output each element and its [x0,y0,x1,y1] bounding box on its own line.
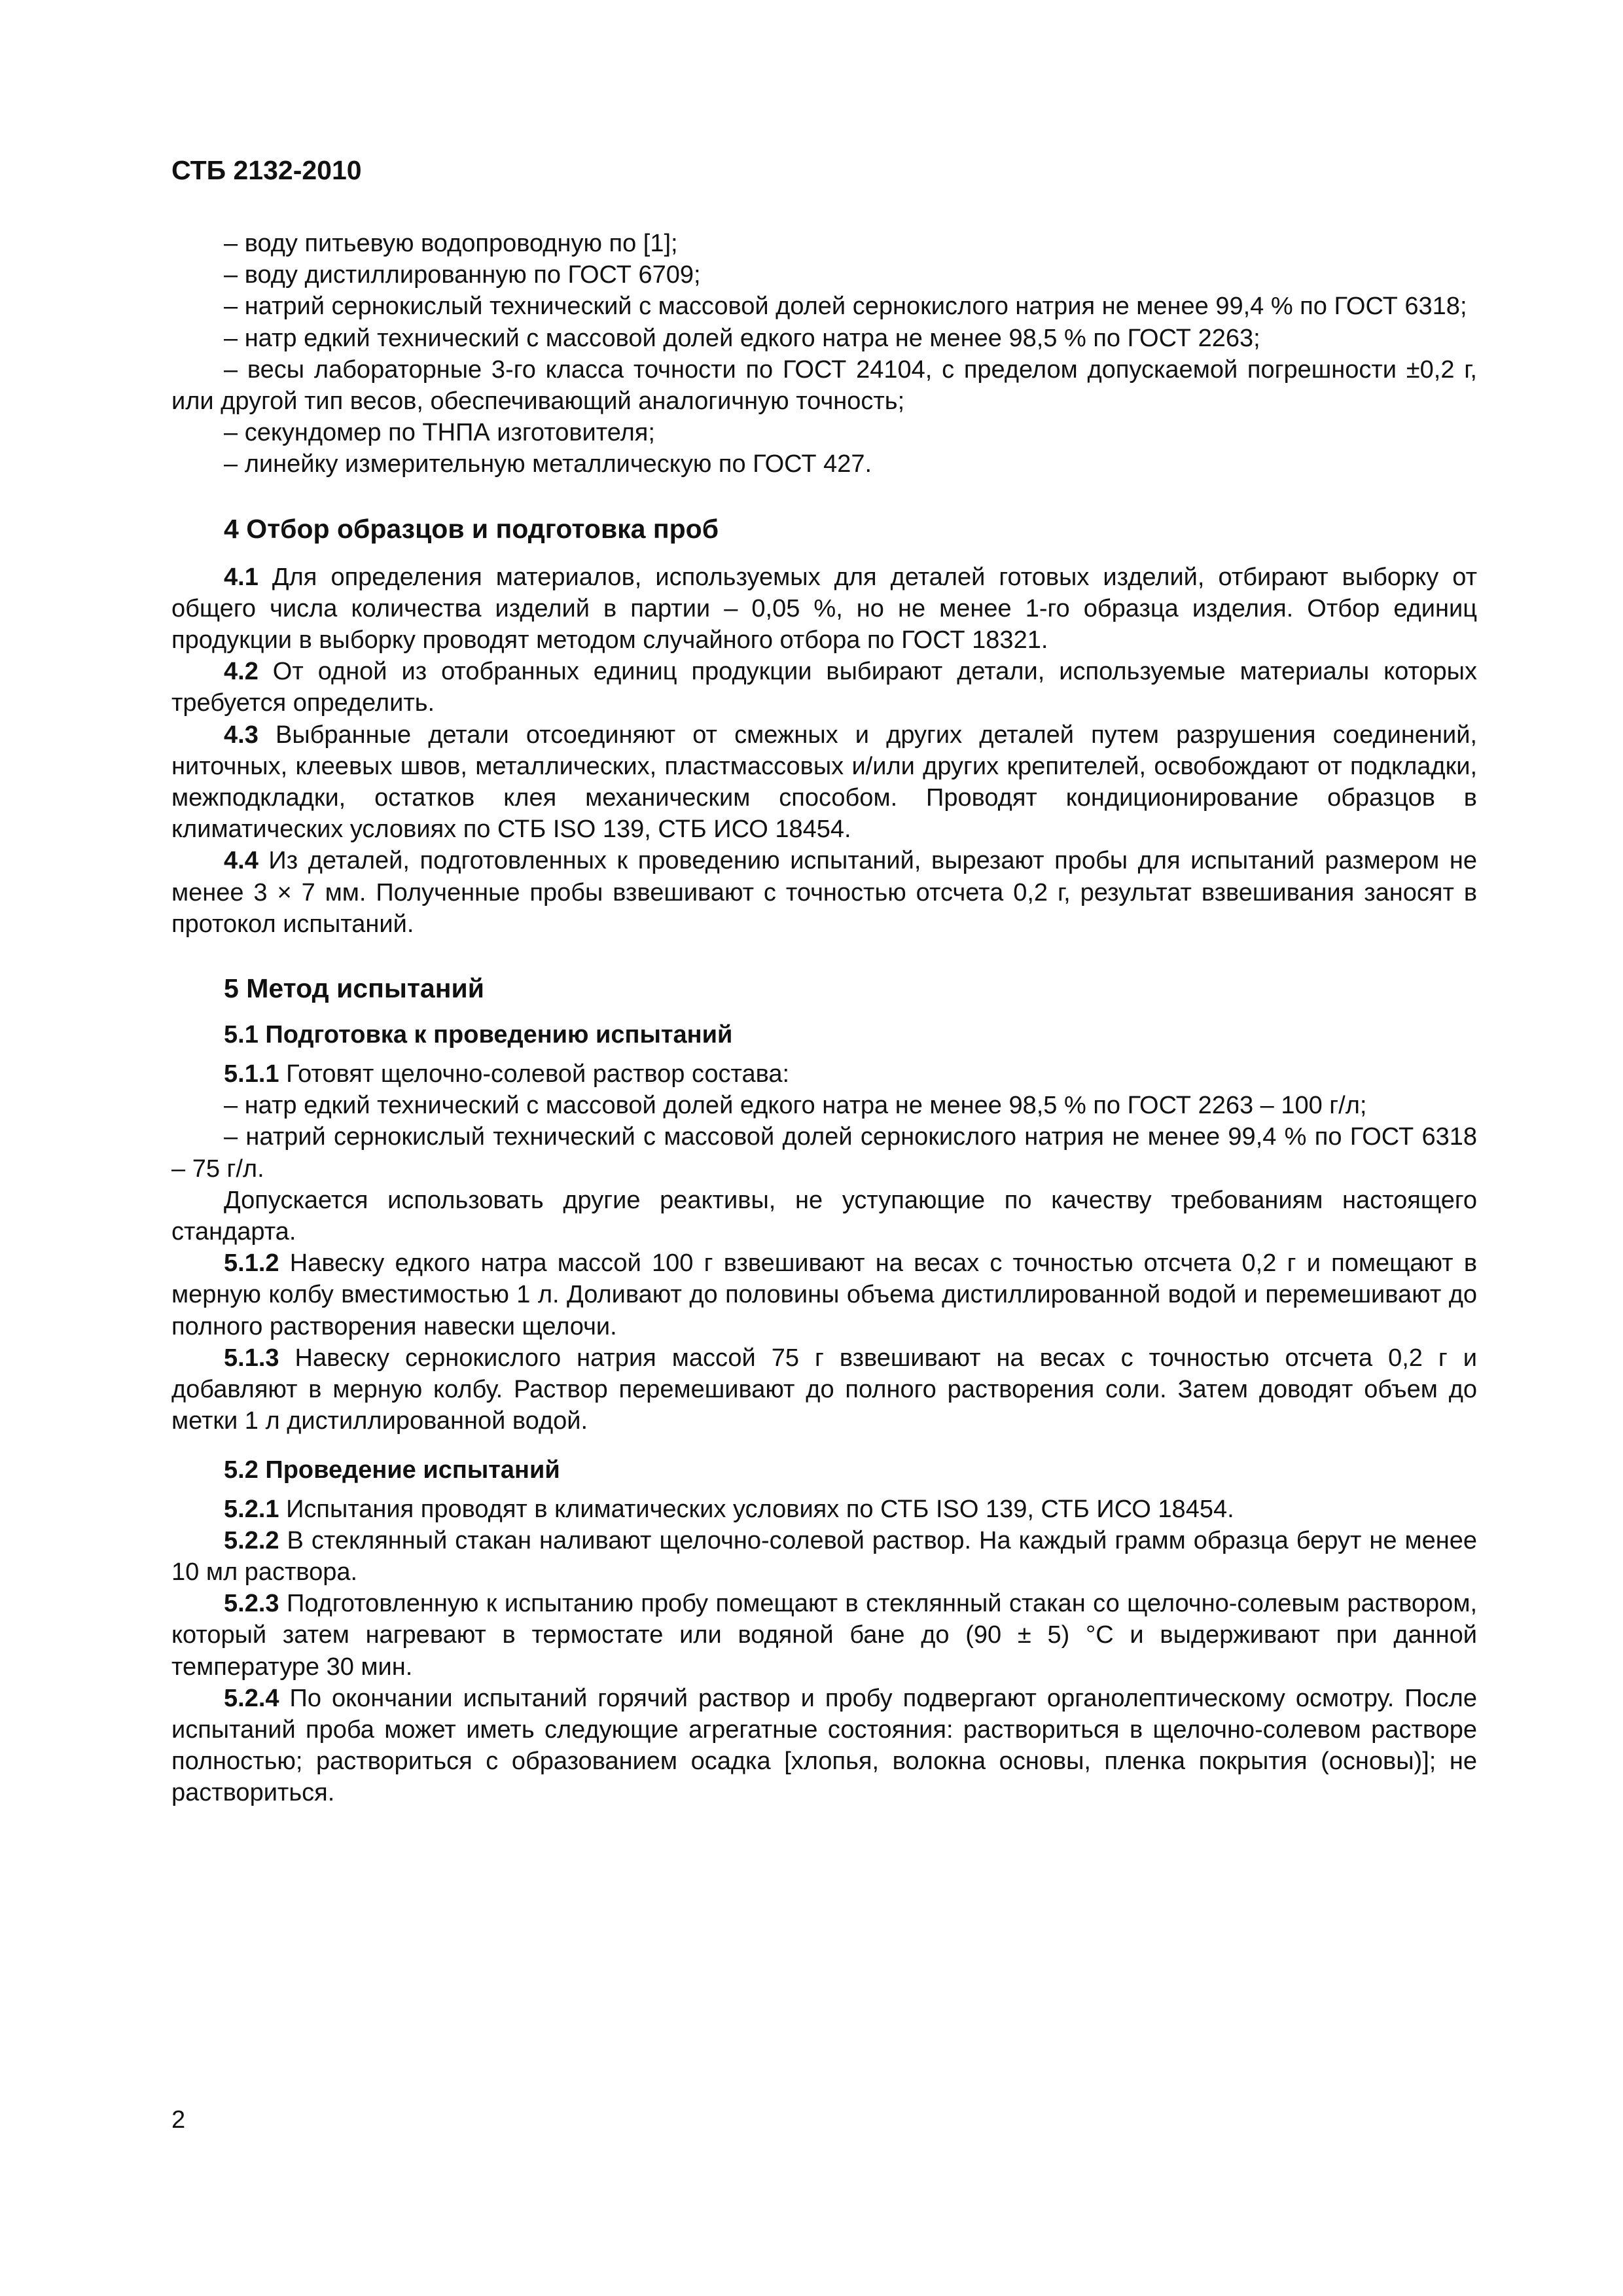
clause-text: Навеску сернокислого натрия массой 75 г взвешивают на весах с точностью отсчета 0,2 г и добавляют в мерную колбу. Раствор перемешивают до полного растворения соли. Затем доводят объем до метки 1 л дистиллированной водой. [171,1344,1477,1435]
list-item: – секундомер по ТНПА изготовителя; [224,419,655,447]
list-item: – натрий сернокислый технический с массовой долей сернокислого натрия не менее 99,4 % по ГОСТ 6318; [224,293,1467,321]
clause-text: В стеклянный стакан наливают щелочно-солевой раствор. На каждый грамм образца берут не менее 10 мл раствора. [171,1526,1477,1586]
clause-number: 5.2.1 [224,1495,279,1523]
document-body [171,228,1477,1809]
clause-number: 4.1 [224,563,259,591]
clause-number: 5.2.3 [224,1590,279,1618]
list-item: – натр едкий технический с массовой долей едкого натра не менее 98,5 % по ГОСТ 2263; [224,324,1260,352]
clause-5-1-1 [171,1058,1477,1090]
document-code-header: СТБ 2132-2010 [171,155,362,185]
section-4-heading: 4 Отбор образцов и подготовка проб [224,513,719,544]
clause-5-1-3 [171,1342,1477,1437]
clause-number: 5.1.3 [224,1344,279,1372]
list-item: – натрий сернокислый технический с массовой долей сернокислого натрия не менее 99,4 % по ГОСТ 6318 – 75 г/л. [171,1123,1477,1183]
clause-text: Готовят щелочно-солевой раствор состава: [279,1060,790,1088]
clause-text: Испытания проводят в климатических условиях по СТБ ISO 139, СТБ ИСО 18454. [279,1495,1234,1523]
clause-text: Для определения материалов, используемых для деталей готовых изделий, отбирают выборку от общего числа количества изделий в партии – 0,05 %, но не менее 1-го образца изделия. Отбор единиц продукции в выборку проводят методом случайного отбора по ГОСТ 18321. [171,563,1477,655]
clause-number: 4.3 [224,721,259,749]
clause-5-2-1 [171,1494,1477,1525]
clause-number: 5.2.2 [224,1526,279,1554]
subsection-5-1-heading: 5.1 Подготовка к проведению испытаний [224,1021,733,1049]
list-item: – весы лабораторные 3-го класса точности по ГОСТ 24104, с пределом допускаемой погрешности ±0,2 г, или другой тип весов, обеспечивающий аналогичную точность; [171,355,1477,416]
clause-5-2-2 [171,1525,1477,1588]
clause-text: Подготовленную к испытанию пробу помещают в стеклянный стакан со щелочно-солевым раствором, который затем нагревают в термостате или водяной бане до (90 ± 5) °С и выдерживают при данной температуре 30 мин. [171,1590,1477,1681]
list-item: – воду дистиллированную по ГОСТ 6709; [224,261,701,289]
clause-4-3 [171,719,1477,846]
equipment-list [171,228,1477,480]
clause-5-2-3 [171,1588,1477,1683]
clause-5-2-4 [171,1683,1477,1809]
clause-4-2 [171,656,1477,719]
clause-text: От одной из отобранных единиц продукции выбирают детали, используемые материалы которых требуется определить. [171,658,1477,717]
clause-text: По окончании испытаний горячий раствор и пробу подвергают органолептическому осмотру. После испытаний проба может иметь следующие агрегатные состояния: раствориться в щелочно-солевом растворе полностью; раствориться с образованием осадка [хлопья, волокна основы, пленка покрытия (основы)]; не раствориться. [171,1684,1477,1807]
clause-text: Навеску едкого натра массой 100 г взвешивают на весах с точностью отсчета 0,2 г и помещают в мерную колбу вместимостью 1 л. Доливают до половины объема дистиллированной водой и перемешивают до полного растворения навески щелочи. [171,1249,1477,1340]
clause-number: 5.1.2 [224,1249,279,1278]
list-item: – линейку измерительную металлическую по ГОСТ 427. [224,450,872,478]
subsection-5-2-heading: 5.2 Проведение испытаний [224,1456,560,1484]
clause-4-1 [171,562,1477,656]
clause-number: 5.2.4 [224,1684,279,1712]
clause-4-4 [171,845,1477,940]
list-item: – воду питьевую водопроводную по [1]; [224,230,678,257]
clause-text: Из деталей, подготовленных к проведению испытаний, вырезают пробы для испытаний размером не менее 3 × 7 мм. Полученные пробы взвешивают с точностью отсчета 0,2 г, результат взвешивания заносят в протокол испытаний. [171,847,1477,938]
clause-number: 4.4 [224,847,259,875]
list-item: – натр едкий технический с массовой долей едкого натра не менее 98,5 % по ГОСТ 2263 – 100 г/л; [224,1092,1367,1120]
page-number: 2 [171,2106,186,2134]
clause-5-1-2 [171,1247,1477,1342]
clause-note: Допускается использовать другие реактивы, не уступающие по качеству требованиям настоящего стандарта. [171,1186,1477,1246]
section-5-heading: 5 Метод испытаний [224,973,484,1004]
clause-number: 4.2 [224,658,259,686]
clause-number: 5.1.1 [224,1060,279,1088]
clause-text: Выбранные детали отсоединяют от смежных и других деталей путем разрушения соединений, ниточных, клеевых швов, металлических, пластмассовых и/или других крепителей, освобождают от подкладки, межподкладки, остатков клея механическим способом. Проводят кондиционирование образцов в климатических условиях по СТБ ISO 139, СТБ ИСО 18454. [171,721,1477,844]
